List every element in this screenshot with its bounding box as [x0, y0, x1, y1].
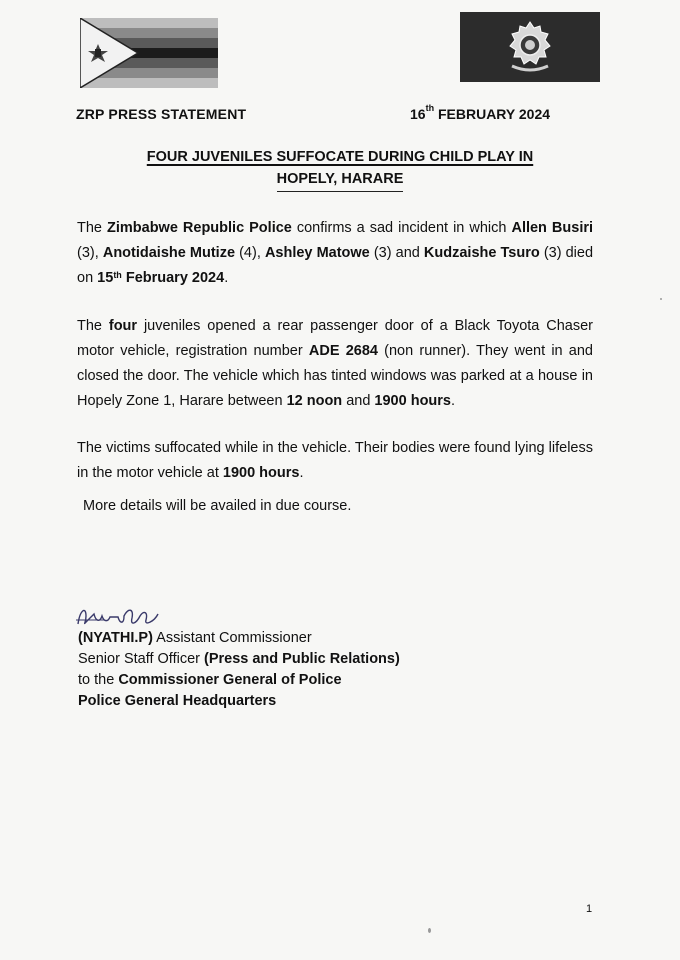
paragraph-victims: The victims suffocated while in the vehicle. Their bodies were found lying lifeless in the motor vehicle at 1900 hours. — [77, 440, 593, 481]
title-line-2-wrap — [70, 168, 610, 192]
zrp-emblem-box — [460, 12, 600, 82]
signature-block — [78, 628, 400, 712]
signatory-hq-line: Police General Headquarters — [78, 693, 277, 709]
signatory-line: (NYATHI.P) Assistant Commissioner — [78, 630, 312, 646]
title-line-2: HOPELY, HARARE — [277, 168, 404, 192]
signatory-office-line: Senior Staff Officer (Press and Public Relations) — [78, 651, 400, 667]
signatory-recipient-line: to the Commissioner General of Police — [78, 672, 342, 688]
zrp-emblem-icon — [504, 20, 556, 74]
paragraph-more-details: More details will be availed in due course. — [83, 498, 352, 514]
zimbabwe-flag-icon — [80, 18, 218, 88]
paper-speck — [660, 298, 662, 300]
page-number: 1 — [586, 903, 593, 915]
paper-speck — [428, 928, 431, 933]
paragraph-details: The four juveniles opened a rear passenger door of a Black Toyota Chaser motor vehicle, registration number ADE 2684 (non runner). They went in and closed the door. The vehicle which has tinted windows was parked at a house in Hopely Zone 1, Harare between 12 noon and 1900 hours. — [77, 318, 593, 409]
title-line-1: FOUR JUVENILES SUFFOCATE DURING CHILD PLAY IN — [146, 149, 534, 165]
statement-label: ZRP PRESS STATEMENT — [76, 106, 247, 122]
statement-title — [70, 146, 610, 192]
statement-date: 16th FEBRUARY 2024 — [410, 103, 551, 122]
paragraph-incident: The Zimbabwe Republic Police confirms a sad incident in which Allen Busiri (3), Anotidaishe Mutize (4), Ashley Matowe (3) and Kudzaishe Tsuro (3) died on 15th February 2024. — [77, 220, 594, 286]
